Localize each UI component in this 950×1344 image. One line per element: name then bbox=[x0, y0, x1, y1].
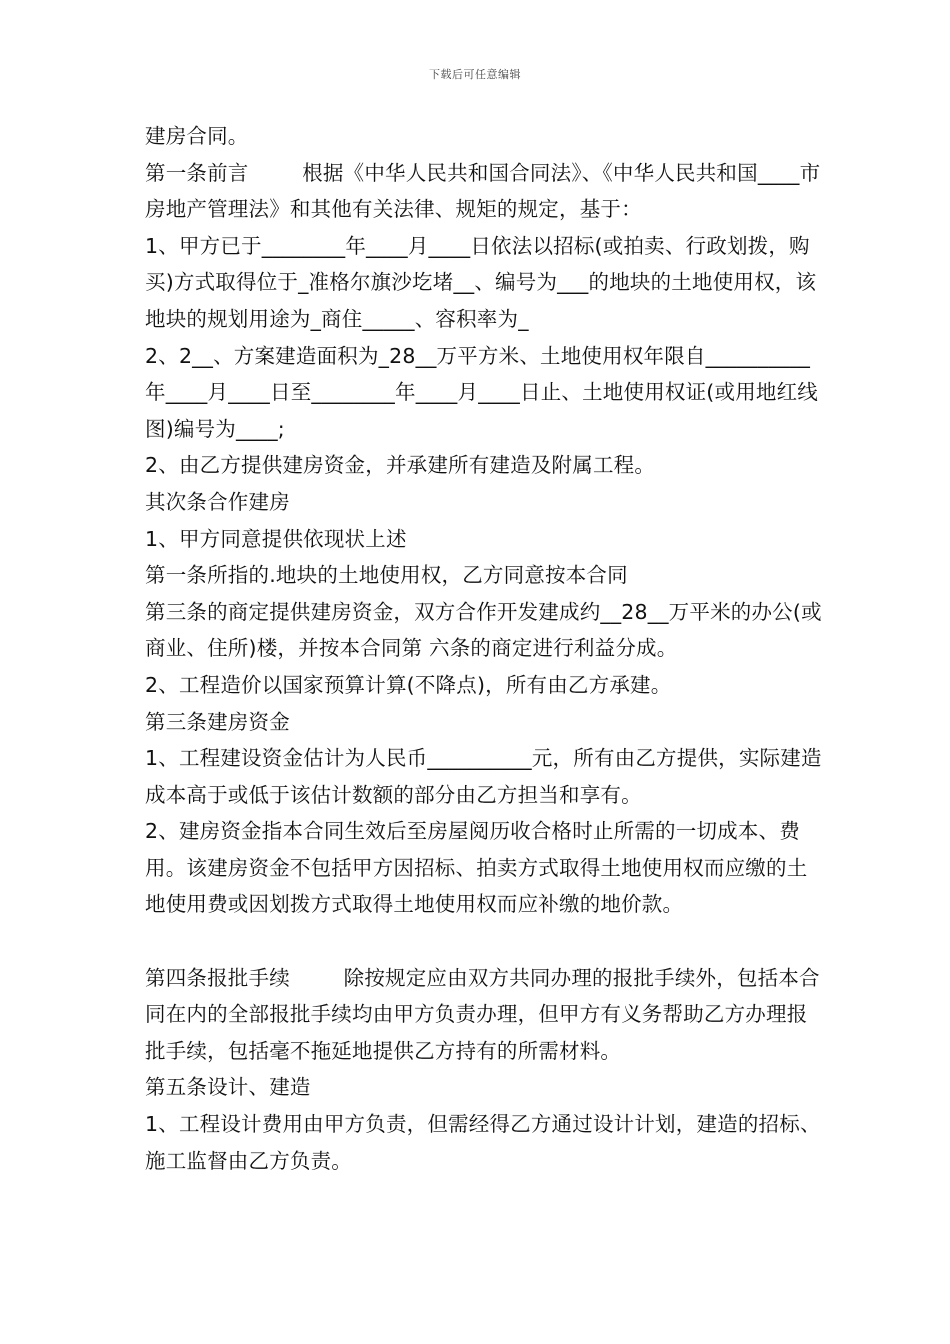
paragraph-article-1-reference: 第一条所指的.地块的土地使用权，乙方同意按本合同 bbox=[145, 563, 628, 588]
paragraph-article-2-heading: 其次条合作建房 bbox=[145, 489, 290, 514]
paragraph-item-2-building-area: 2、2__、方案建造面积为_28__万平方米、土地使用权年限自__________年____月____日至________年____月____日止、土地使用权证(或用地红线图)编号为____; bbox=[145, 343, 818, 441]
paragraph-article-2-item-2: 2、工程造价以国家预算计算(不降点)，所有由乙方承建。 bbox=[145, 672, 672, 697]
paragraph-article-3-item-2: 2、建房资金指本合同生效后至房屋阅历收合格时止所需的一切成本、费用。该建房资金不包括甲方因招标、拍卖方式取得土地使用权而应缴的土地使用费或因划拨方式取得土地使用权而应补缴的地价款。 bbox=[145, 819, 808, 917]
paragraph-spacer bbox=[145, 923, 825, 960]
paragraph-article-3-item-1: 1、工程建设资金估计为人民币__________元，所有由乙方提供，实际建造成本高于或低于该估计数额的部分由乙方担当和享有。 bbox=[145, 746, 822, 807]
paragraph-article-3-heading: 第三条建房资金 bbox=[145, 709, 290, 734]
paragraph-article-2-item-1: 1、甲方同意提供依现状上述 bbox=[145, 526, 407, 551]
paragraph-article-3-reference: 第三条的商定提供建房资金，双方合作开发建成约__28__万平米的办公(或商业、住所)楼，并按本合同第 六条的商定进行利益分成。 bbox=[145, 599, 822, 661]
paragraph-item-1-land-acquisition: 1、甲方已于________年____月____日依法以招标(或拍卖、行政划拨，购买)方式取得位于_准格尔旗沙圪堵__、编号为___的地块的土地使用权，该地块的规划用途为_商住_____、容积率为_ bbox=[145, 233, 817, 331]
paragraph-article-4: 第四条报批手续 除按规定应由双方共同办理的报批手续外，包括本合同在内的全部报批手续均由甲方负责办理，但甲方有义务帮助乙方办理报批手续，包括毫不拖延地提供乙方持有的所需材料。 bbox=[145, 965, 820, 1063]
paragraph-item-2-funding: 2、由乙方提供建房资金，并承建所有建造及附属工程。 bbox=[145, 453, 656, 478]
document-body bbox=[145, 118, 825, 1179]
paragraph-article-5-item-1: 1、工程设计费用由甲方负责，但需经得乙方通过设计计划，建造的招标、施工监督由乙方负责。 bbox=[145, 1112, 821, 1173]
paragraph-article-5-heading: 第五条设计、建造 bbox=[145, 1075, 311, 1100]
page-header-note: 下载后可任意编辑 bbox=[429, 68, 521, 81]
paragraph-article-1-preamble: 第一条前言 根据《中华人民共和国合同法》、《中华人民共和国____市房地产管理法》和其他有关法律、规矩的规定，基于： bbox=[145, 160, 821, 222]
paragraph-title: 建房合同。 bbox=[145, 124, 249, 148]
